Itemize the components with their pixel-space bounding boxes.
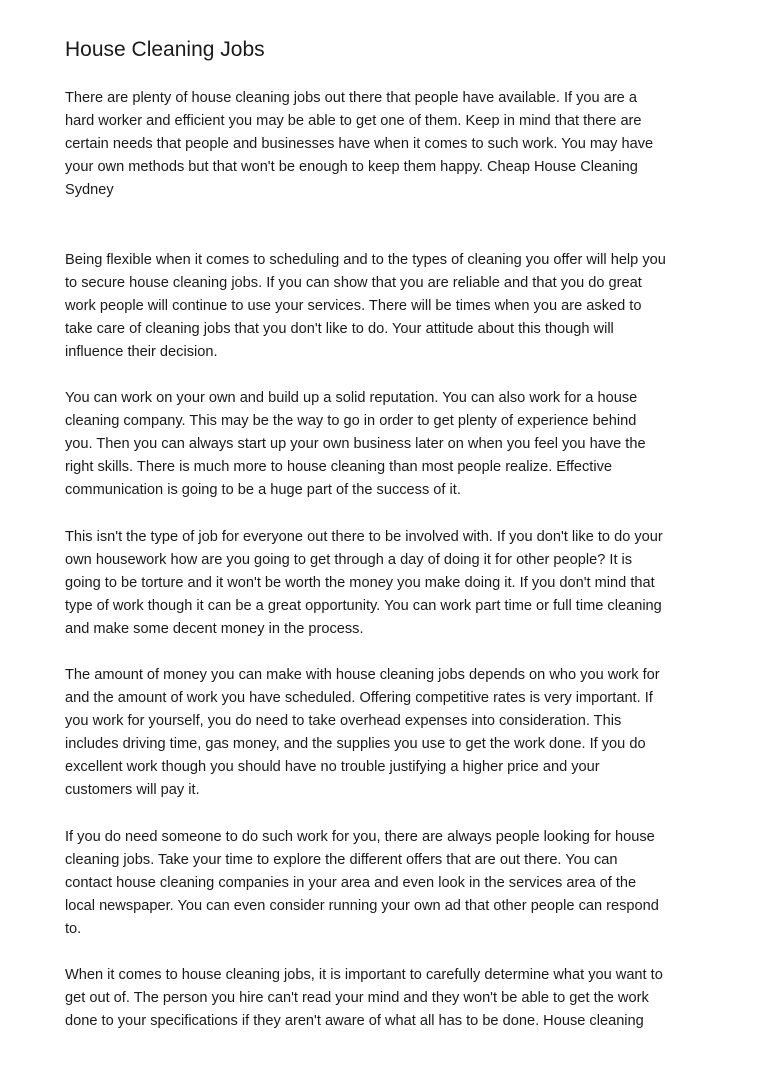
text-line: excellent work though you should have no trouble justifying a higher price and your (65, 759, 600, 776)
text-line: you. Then you can always start up your own business later on when you feel you have the (65, 436, 646, 453)
text-line: work people will continue to use your services. There will be times when you are asked to (65, 298, 642, 315)
text-line: influence their decision. (65, 344, 218, 361)
text-line: certain needs that people and businesses have when it comes to such work. You may have (65, 136, 654, 153)
paragraph-1 (65, 87, 715, 202)
paragraph-2 (65, 249, 715, 364)
paragraph-7 (65, 964, 715, 1033)
paragraph-5 (65, 664, 715, 803)
text-line: hard worker and efficient you may be able to get one of them. Keep in mind that there are (65, 113, 642, 130)
text-line: own housework how are you going to get through a day of doing it for other people? It is (65, 552, 633, 569)
text-line: Being flexible when it comes to scheduling and to the types of cleaning you offer will help you (65, 252, 666, 268)
text-line: You can work on your own and build up a solid reputation. You can also work for a house (65, 390, 638, 406)
text-line: to secure house cleaning jobs. If you can show that you are reliable and that you do great (65, 275, 642, 292)
text-line: This isn't the type of job for everyone out there to be involved with. If you don't like to do your (65, 529, 663, 545)
text-line: type of work though it can be a great opportunity. You can work part time or full time cleaning (65, 598, 662, 615)
text-line: When it comes to house cleaning jobs, it is important to carefully determine what you want to (65, 967, 663, 983)
text-line: local newspaper. You can even consider running your own ad that other people can respond (65, 898, 659, 915)
text-line: and make some decent money in the process. (65, 621, 364, 638)
text-line: going to be torture and it won't be worth the money you make doing it. If you don't mind that (65, 575, 655, 592)
text-line: your own methods but that won't be enough to keep them happy. Cheap House Cleaning (65, 159, 638, 176)
text-line: to. (65, 921, 82, 938)
text-line: Sydney (65, 182, 114, 199)
text-line: cleaning jobs. Take your time to explore the different offers that are out there. You can (65, 852, 618, 869)
page-title: House Cleaning Jobs (65, 38, 265, 61)
text-line: take care of cleaning jobs that you don't like to do. Your attitude about this though will (65, 321, 614, 338)
text-line: The amount of money you can make with house cleaning jobs depends on who you work for (65, 667, 660, 683)
paragraph-3 (65, 387, 715, 502)
paragraph-6 (65, 826, 715, 941)
text-line: customers will pay it. (65, 782, 200, 799)
text-line: done to your specifications if they aren't aware of what all has to be done. House cleaning (65, 1013, 644, 1030)
text-line: right skills. There is much more to house cleaning than most people realize. Effective (65, 459, 613, 476)
text-line: and the amount of work you have scheduled. Offering competitive rates is very important. If (65, 690, 653, 707)
text-line: get out of. The person you hire can't read your mind and they won't be able to get the work (65, 990, 649, 1007)
text-line: contact house cleaning companies in your area and even look in the services area of the (65, 875, 637, 892)
text-line: communication is going to be a huge part of the success of it. (65, 482, 461, 499)
text-line: you work for yourself, you do need to take overhead expenses into consideration. This (65, 713, 622, 730)
text-line: There are plenty of house cleaning jobs out there that people have available. If you are a (65, 90, 637, 106)
text-line: If you do need someone to do such work for you, there are always people looking for house (65, 829, 655, 845)
text-line: includes driving time, gas money, and the supplies you use to get the work done. If you do (65, 736, 646, 753)
text-line: cleaning company. This may be the way to go in order to get plenty of experience behind (65, 413, 637, 430)
paragraph-4 (65, 526, 715, 641)
